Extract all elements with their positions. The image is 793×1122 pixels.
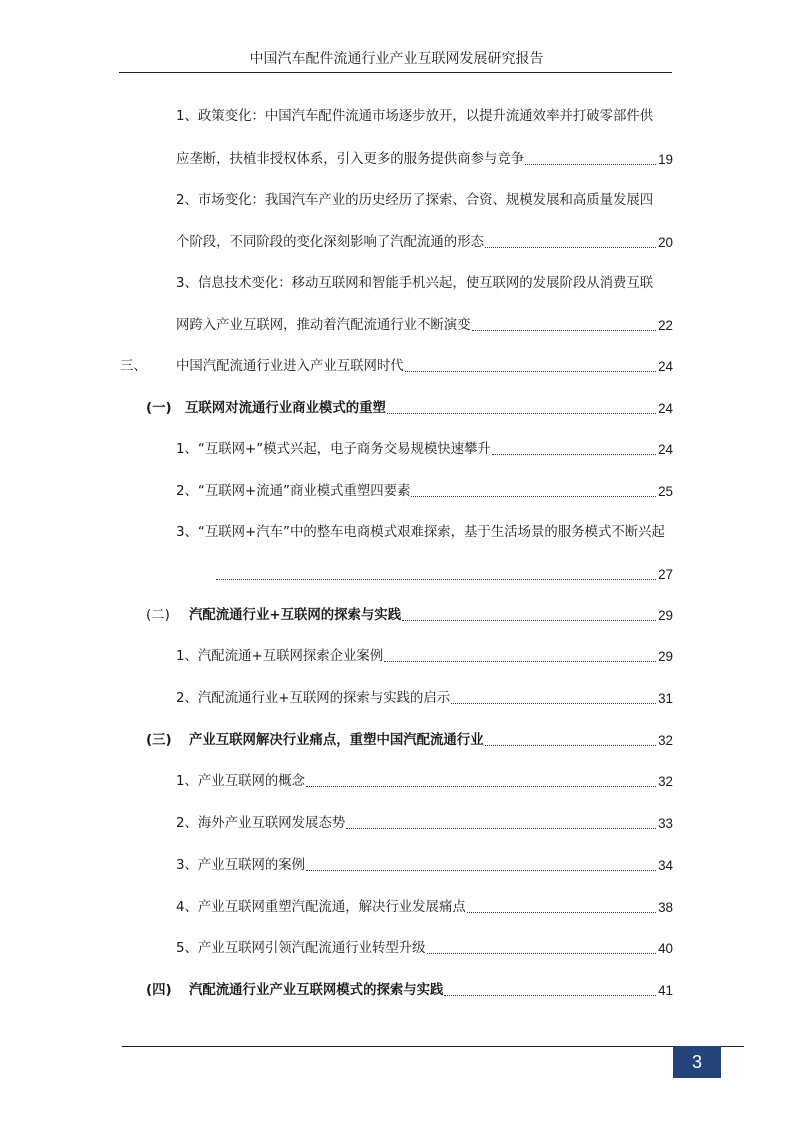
dot-leader <box>405 371 656 372</box>
toc-section-title: 汽配流通行业+互联网的探索与实践 <box>189 608 402 623</box>
footer-rule <box>122 1046 744 1047</box>
page-number-badge: 3 <box>673 1046 721 1078</box>
toc-page-number: 32 <box>658 733 673 748</box>
toc-entry-s3-item2[interactable] <box>176 815 673 833</box>
toc-market-line1: 2、市场变化：我国汽车产业的历史经历了探索、合资、规模发展和高质量发展四 <box>176 193 654 208</box>
dot-leader <box>387 413 656 414</box>
toc-entry-section2[interactable] <box>189 607 673 625</box>
toc-entry-section1[interactable] <box>146 400 673 418</box>
toc-item-title: 2、“互联网+流通”商业模式重塑四要素 <box>176 484 411 499</box>
toc-page-number: 24 <box>658 442 673 457</box>
toc-item-title: 4、产业互联网重塑汽配流通，解决行业发展痛点 <box>176 900 466 915</box>
toc-section-number: (二) <box>146 608 170 623</box>
toc-page-number: 33 <box>658 816 673 831</box>
toc-item-title: 5、产业互联网引领汽配流通行业转型升级 <box>176 941 426 956</box>
toc-market-line2: 个阶段，不同阶段的变化深刻影响了汽配流通的形态 <box>176 235 484 250</box>
toc-item-title: 3、产业互联网的案例 <box>176 858 306 873</box>
dot-leader <box>427 953 657 954</box>
toc-it-line2: 网跨入产业互联网，推动着汽配流通行业不断演变 <box>176 318 471 333</box>
toc-entry-policy[interactable] <box>176 151 673 169</box>
toc-item-title: 2、海外产业互联网发展态势 <box>176 816 346 831</box>
dot-leader <box>444 995 656 996</box>
toc-entry-market[interactable] <box>176 234 673 252</box>
toc-item-title: 2、汽配流通行业+互联网的探索与实践的启示 <box>176 691 451 706</box>
toc-entry-it[interactable] <box>176 317 673 335</box>
toc-policy-line1: 1、政策变化：中国汽车配件流通市场逐步放开，以提升流通效率并打破零部件供 <box>176 109 654 124</box>
toc-entry-s2-item1[interactable] <box>176 648 673 666</box>
toc-entry-s1-item1[interactable] <box>176 441 673 459</box>
toc-page-number: 24 <box>658 359 673 374</box>
toc-entry-s1-item2[interactable] <box>176 483 673 501</box>
running-header-title: 中国汽车配件流通行业产业互联网发展研究报告 <box>249 51 544 67</box>
toc-page-number: 31 <box>658 691 673 706</box>
toc-item-title: 1、产业互联网的概念 <box>176 774 306 789</box>
toc-chapter-number: 三、 <box>120 359 147 374</box>
toc-entry-s3-item1[interactable] <box>176 773 673 791</box>
dot-leader <box>485 247 656 248</box>
dot-leader <box>384 661 656 662</box>
toc-entry-s3-item5[interactable] <box>176 940 673 958</box>
dot-leader <box>402 620 656 621</box>
toc-item-title: 1、“互联网+”模式兴起，电子商务交易规模快速攀升 <box>176 442 491 457</box>
dot-leader <box>525 164 656 165</box>
dot-leader <box>472 330 657 331</box>
toc-section-number: (四) <box>146 983 172 998</box>
toc-section-title: 产业互联网解决行业痛点，重塑中国汽配流通行业 <box>189 733 484 748</box>
toc-s1-item3-line1: 3、“互联网+汽车”中的整车电商模式艰难探索，基于生活场景的服务模式不断兴起 <box>176 525 665 540</box>
toc-item-title: 1、汽配流通+互联网探索企业案例 <box>176 649 384 664</box>
toc-page-number: 29 <box>658 649 673 664</box>
dot-leader <box>485 745 657 746</box>
toc-entry-s3-item4[interactable] <box>176 899 673 917</box>
toc-entry-section3[interactable] <box>189 732 673 750</box>
toc-section-title: (一) 互联网对流通行业商业模式的重塑 <box>146 401 386 416</box>
toc-page-number: 34 <box>658 858 673 873</box>
dot-leader <box>346 828 656 829</box>
toc-entry-s3-item3[interactable] <box>176 857 673 875</box>
toc-page-number: 40 <box>658 941 673 956</box>
toc-page-number: 22 <box>658 318 673 333</box>
toc-chapter-title: 中国汽配流通行业进入产业互联网时代 <box>176 359 404 374</box>
toc-page-number: 19 <box>658 152 673 167</box>
toc-page-number: 41 <box>658 983 673 998</box>
toc-entry-s2-item2[interactable] <box>176 690 673 708</box>
toc-page-number: 29 <box>658 608 673 623</box>
toc-page-number: 20 <box>658 235 673 250</box>
toc-section-title: 汽配流通行业产业互联网模式的探索与实践 <box>189 983 444 998</box>
toc-page-number: 38 <box>658 900 673 915</box>
toc-page-number: 27 <box>658 567 673 582</box>
dot-leader <box>467 912 656 913</box>
dot-leader <box>451 703 656 704</box>
toc-policy-line2: 应垄断，扶植非授权体系，引入更多的服务提供商参与竞争 <box>176 152 525 167</box>
dot-leader <box>306 786 656 787</box>
toc-page-number: 32 <box>658 774 673 789</box>
dot-leader <box>306 870 656 871</box>
dot-leader <box>492 454 656 455</box>
dot-leader <box>411 496 656 497</box>
toc-page-number: 25 <box>658 484 673 499</box>
toc-page-number: 24 <box>658 401 673 416</box>
toc-entry-s1-item3[interactable] <box>216 566 673 584</box>
toc-it-line1: 3、信息技术变化：移动互联网和智能手机兴起，使互联网的发展阶段从消费互联 <box>176 276 654 291</box>
dot-leader <box>216 579 656 580</box>
toc-entry-chapter3[interactable] <box>176 358 673 376</box>
toc-entry-section4[interactable] <box>189 982 673 1000</box>
toc-section-number: (三) <box>146 733 172 748</box>
